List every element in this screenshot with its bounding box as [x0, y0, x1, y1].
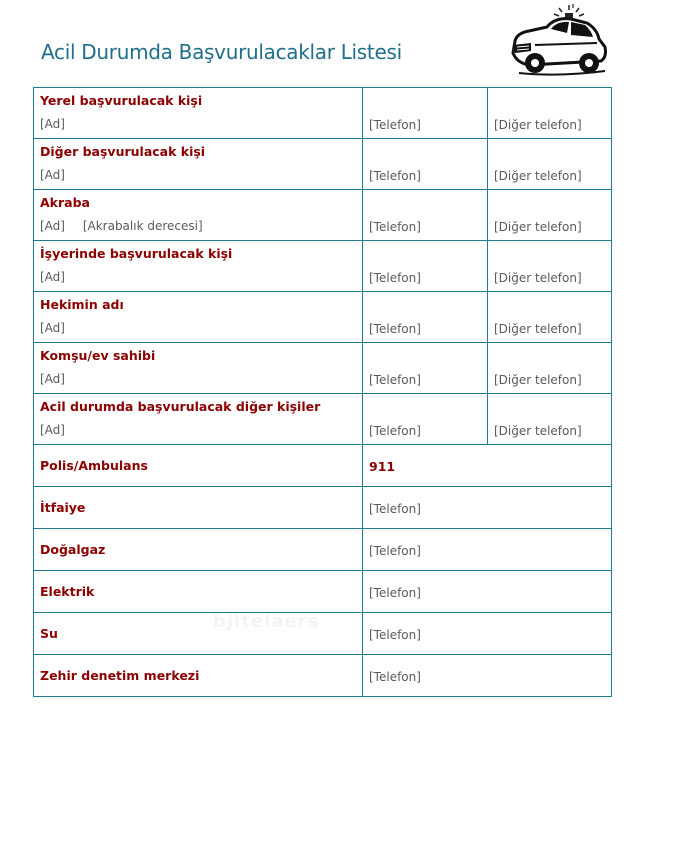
contact-label: İşyerinde başvurulacak kişi: [40, 246, 233, 261]
contact-label: Akraba: [40, 195, 90, 210]
page-title: Acil Durumda Başvurulacaklar Listesi: [41, 40, 402, 64]
other-phone-field[interactable]: [Diğer telefon]: [494, 118, 582, 132]
other-phone-cell: [488, 190, 612, 241]
other-phone-field[interactable]: [Diğer telefon]: [494, 322, 582, 336]
emergency-contact-table: [33, 87, 612, 697]
service-phone-cell: [363, 613, 612, 655]
name-field[interactable]: [Ad]: [40, 270, 65, 284]
service-phone-cell: [363, 487, 612, 529]
contact-label: Yerel başvurulacak kişi: [40, 93, 203, 108]
service-phone[interactable]: [Telefon]: [369, 628, 421, 642]
name-field[interactable]: [Ad]: [40, 117, 65, 131]
phone-field[interactable]: [Telefon]: [369, 271, 421, 285]
service-phone[interactable]: [Telefon]: [369, 670, 421, 684]
service-label: Elektrik: [40, 584, 95, 599]
phone-field[interactable]: [Telefon]: [369, 220, 421, 234]
other-phone-field[interactable]: [Diğer telefon]: [494, 424, 582, 438]
service-label: İtfaiye: [40, 500, 86, 515]
police-car-icon: [509, 3, 609, 77]
contact-cell: [34, 343, 363, 394]
name-field[interactable]: [Ad]: [40, 423, 65, 437]
service-cell: [34, 529, 363, 571]
phone-cell: [363, 88, 488, 139]
contact-row: [34, 394, 612, 445]
contact-label: Acil durumda başvurulacak diğer kişiler: [40, 399, 321, 414]
name-field[interactable]: [Ad]: [40, 321, 65, 335]
contact-label: Komşu/ev sahibi: [40, 348, 156, 363]
contact-label: Diğer başvurulacak kişi: [40, 144, 206, 159]
phone-field[interactable]: [Telefon]: [369, 322, 421, 336]
service-phone[interactable]: [Telefon]: [369, 544, 421, 558]
service-phone[interactable]: [Telefon]: [369, 586, 421, 600]
contact-cell: [34, 394, 363, 445]
contact-row: [34, 343, 612, 394]
service-cell: [34, 445, 363, 487]
phone-cell: [363, 394, 488, 445]
service-row: [34, 529, 612, 571]
contact-row: [34, 292, 612, 343]
other-phone-cell: [488, 394, 612, 445]
name-field[interactable]: [Ad]: [40, 219, 65, 233]
service-cell: [34, 571, 363, 613]
service-label: Su: [40, 626, 58, 641]
watermark: bjitelaers: [213, 611, 320, 632]
phone-field[interactable]: [Telefon]: [369, 118, 421, 132]
service-cell: [34, 487, 363, 529]
phone-cell: [363, 292, 488, 343]
service-phone-cell: [363, 655, 612, 697]
service-cell: [34, 655, 363, 697]
name-field[interactable]: [Ad]: [40, 168, 65, 182]
other-phone-cell: [488, 292, 612, 343]
contact-row: [34, 139, 612, 190]
phone-field[interactable]: [Telefon]: [369, 373, 421, 387]
name-field[interactable]: [Ad]: [40, 372, 65, 386]
service-row: [34, 655, 612, 697]
other-phone-cell: [488, 241, 612, 292]
contact-cell: [34, 88, 363, 139]
contact-cell: [34, 241, 363, 292]
phone-cell: [363, 139, 488, 190]
other-phone-cell: [488, 139, 612, 190]
relation-field[interactable]: [Akrabalık derecesi]: [82, 219, 203, 233]
name-line: [40, 219, 356, 233]
other-phone-field[interactable]: [Diğer telefon]: [494, 220, 582, 234]
other-phone-field[interactable]: [Diğer telefon]: [494, 373, 582, 387]
phone-field[interactable]: [Telefon]: [369, 424, 421, 438]
other-phone-cell: [488, 343, 612, 394]
service-phone[interactable]: 911: [369, 459, 396, 474]
contact-row: [34, 190, 612, 241]
service-phone-cell: [363, 571, 612, 613]
other-phone-field[interactable]: [Diğer telefon]: [494, 169, 582, 183]
service-row: [34, 571, 612, 613]
phone-field[interactable]: [Telefon]: [369, 169, 421, 183]
phone-cell: [363, 343, 488, 394]
contact-label: Hekimin adı: [40, 297, 124, 312]
phone-cell: [363, 190, 488, 241]
phone-cell: [363, 241, 488, 292]
service-label: Polis/Ambulans: [40, 458, 148, 473]
service-row: [34, 445, 612, 487]
contact-row: [34, 88, 612, 139]
service-phone-cell: [363, 445, 612, 487]
other-phone-cell: [488, 88, 612, 139]
service-phone-cell: [363, 529, 612, 571]
contact-cell: [34, 139, 363, 190]
service-row: [34, 487, 612, 529]
service-phone[interactable]: [Telefon]: [369, 502, 421, 516]
service-row: [34, 613, 612, 655]
service-label: Doğalgaz: [40, 542, 106, 557]
service-label: Zehir denetim merkezi: [40, 668, 200, 683]
other-phone-field[interactable]: [Diğer telefon]: [494, 271, 582, 285]
contact-cell: [34, 292, 363, 343]
contact-row: [34, 241, 612, 292]
contact-cell: [34, 190, 363, 241]
